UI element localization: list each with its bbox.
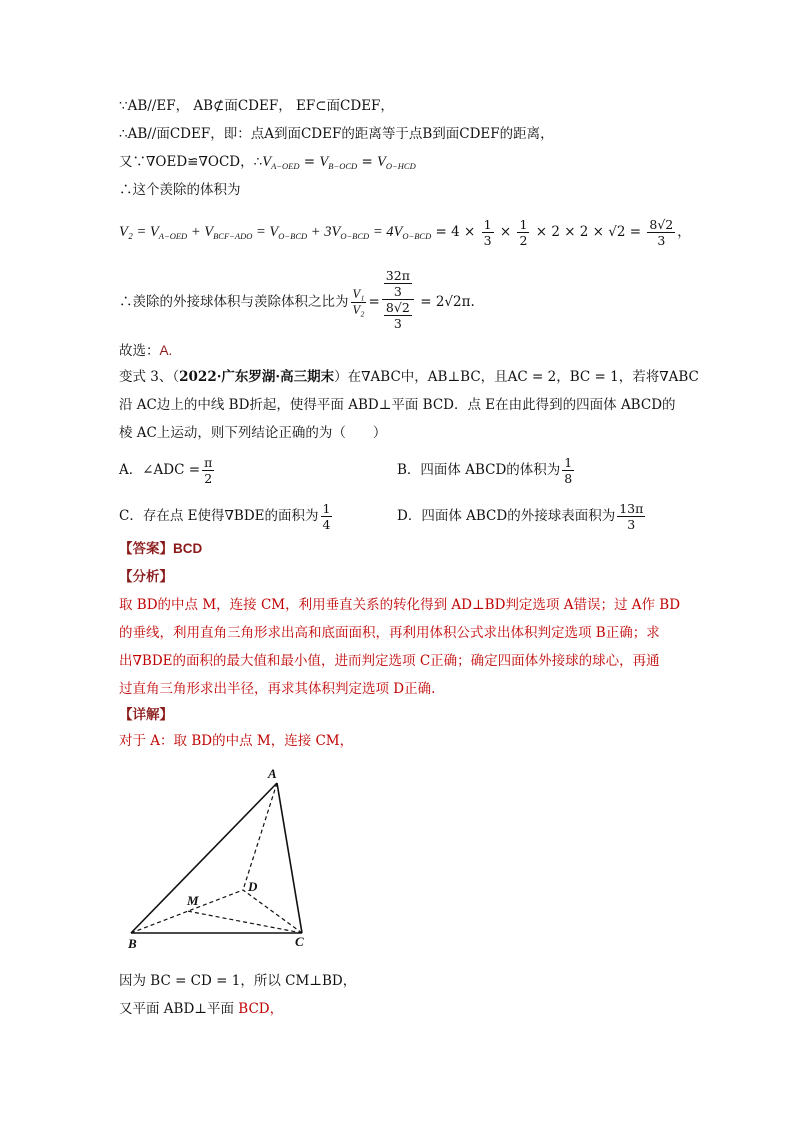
math-eq: = [361,154,373,170]
option-a-text: ∠ADC = [142,462,201,478]
fraction: $\frac{13\pi}{3}$ [619,501,644,532]
math-sub: O−BCD [278,231,308,241]
detail-line-3 [119,999,283,1019]
vertex-c-label: C [295,934,304,949]
variant-text-1: ）在∇ABC中，AB⊥BC，且AC = 2，BC = 1，若将∇ABC [334,369,699,385]
fraction: $\frac{1}{3}$ [483,217,492,248]
option-d-label: D． [397,508,422,524]
option-d-text: 四面体 ABCD的外接球表面积为 [421,508,616,524]
fraction: $\frac{1}{8}$ [564,455,573,486]
detail-line-1: 对于 A：取 BD的中点 M，连接 CM， [119,733,354,749]
choice-answer: A. [159,343,173,358]
variant-prefix: 变式 3、（ [119,369,180,385]
option-b-label: B． [397,462,421,478]
edge-ac [277,783,302,933]
math-sub: O−BCD [402,231,432,241]
math-eq2: = V [252,224,279,240]
detail-line-3-suffix: BCD， [238,1001,284,1017]
math-sub: A−OED [271,161,300,171]
math-v2: V₂ = V [119,224,159,240]
math-result: = 2√2π [415,294,471,310]
ratio-fraction: $\frac{\text{V₁}}{\text{V₂}}$ [352,287,365,317]
math-sub: O−HCD [385,161,416,171]
math-comma: ， [677,224,691,240]
detail-line-2: 因为 BC = CD = 1，所以 CM⊥BD， [119,973,357,989]
analysis-line-3: 出∇BDE的面积的最大值和最小值，进而判定选项 C正确；确定四面体外接球的球心，再通 [119,653,660,669]
answer-value: BCD [173,541,203,556]
math-times: × [495,224,516,240]
answer-label: 【答案】 [119,541,173,557]
variant-line-3: 棱 AC上运动，则下列结论正确的为（ ） [119,425,387,441]
math-v: V [262,154,272,170]
math-sub: O−BCD [340,231,370,241]
math-sub: BCF−ADO [213,231,253,241]
fraction: $\frac{8√2}{3}$ [649,217,674,248]
analysis-line-4: 过直角三角形求出半径，再求其体积判定选项 D正确. [119,681,436,697]
detail-line-3-prefix: 又平面 ABD⊥平面 [119,1001,239,1017]
analysis-line-2: 的垂线，利用直角三角形求出高和底面面积，再利用体积公式求出体积判定选项 B正确；求 [119,625,660,641]
option-b-text: 四面体 ABCD的体积为 [420,462,561,478]
fraction: $\frac{1}{4}$ [322,501,331,532]
point-m-label: M [187,893,199,908]
fraction: $\frac{\pi}{2}$ [204,455,213,486]
fraction: $\frac{1}{2}$ [519,217,528,248]
edge-cd [243,890,302,933]
variant-source: 2022·广东罗湖·高三期末 [179,369,335,385]
choice-label: 故选： [119,343,160,359]
detail-label: 【详解】 [119,707,173,723]
math-sub: A−OED [158,231,188,241]
math-v: V [319,154,329,170]
option-c-label: C． [119,508,143,524]
math-eq: = [303,154,316,170]
math-dot: . [470,294,475,310]
ratio-text: ∴羡除的外接球体积与羡除体积之比为 [119,294,349,310]
segment-cm [187,911,302,933]
compound-fraction: $\frac{\frac{32\pi}{3}}{\frac{8√2}{3}}$ [382,268,414,331]
math-eq: = [368,294,380,310]
math-eq4: = 4V [369,224,403,240]
text-line-3-prefix: 又∵∇OED≌∇OCD，∴ [119,154,263,170]
math-plus: + V [187,224,214,240]
math-plus3: + 3V [307,224,341,240]
option-a-label: A． [119,462,143,478]
option-c-text: 存在点 E使得∇BDE的面积为 [142,508,319,524]
variant-line-2: 沿 AC边上的中线 BD折起，使得平面 ABD⊥平面 BCD．点 E在由此得到的四面体 ABCD的 [119,397,676,413]
math-calc: = 4 × [431,224,480,240]
vertex-d-label: D [248,879,258,894]
text-line-4: ∴这个羡除的体积为 [119,182,241,198]
text-line-1: ∵AB//EF， AB⊄面CDEF， EF⊂面CDEF， [119,98,394,114]
analysis-line-1: 取 BD的中点 M，连接 CM，利用垂直关系的转化得到 AD⊥BD判定选项 A错误；过 A作 BD [119,597,681,613]
edge-ab [131,783,277,933]
vertex-a-label: A [268,766,277,781]
math-v: V [377,154,386,170]
edge-ad [243,783,277,890]
analysis-label: 【分析】 [119,569,173,585]
vertex-b-label: B [128,936,137,951]
text-line-2: ∴AB//面CDEF，即：点A到面CDEF的距离等于点B到面CDEF的距离， [119,126,554,142]
math-sub: B−OCD [328,161,358,171]
math-tail: × 2 × 2 × √2 = [531,224,646,240]
